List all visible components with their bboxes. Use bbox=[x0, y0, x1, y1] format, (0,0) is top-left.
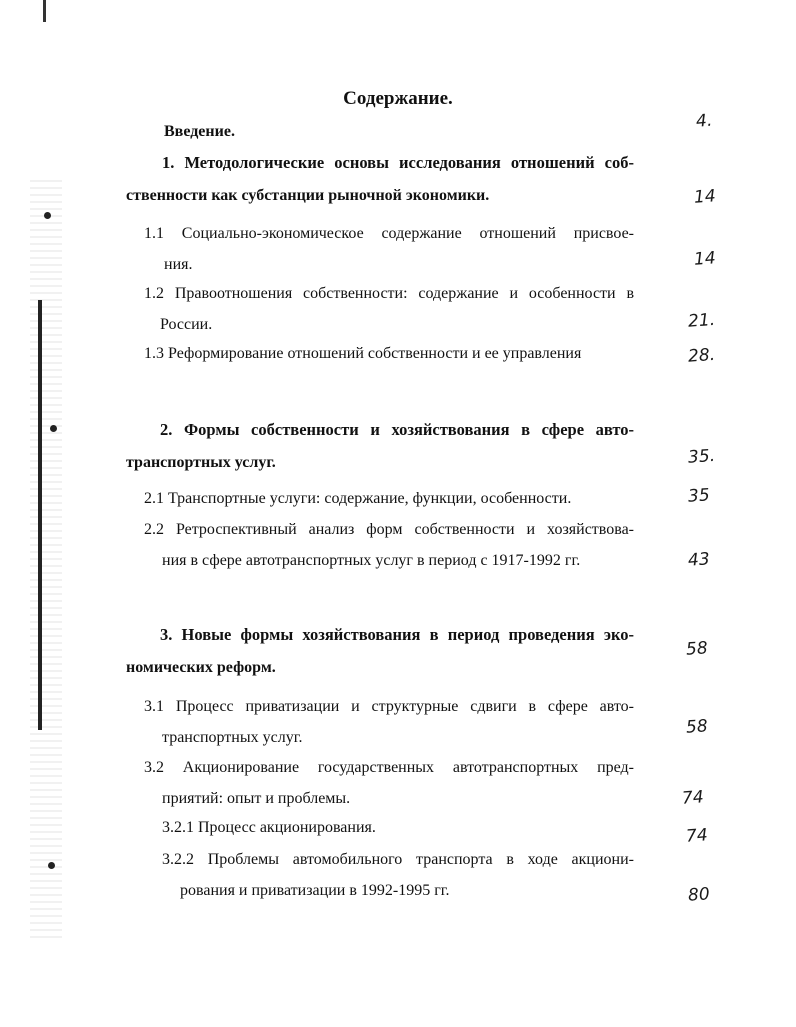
toc-section-3-2-1: 3.2.1 Процесс акционирования. bbox=[162, 819, 376, 836]
toc-section-2-2-line-2: ния в сфере автотранспортных услуг в период с 1917-1992 гг. bbox=[162, 552, 581, 569]
page-number: 58 bbox=[685, 638, 709, 660]
page-number: 35 bbox=[687, 485, 711, 507]
toc-section-1-2-line-1: 1.2 Правоотношения собственности: содержание и особенности в bbox=[144, 285, 634, 302]
toc-introduction: Введение. bbox=[164, 123, 235, 140]
page-number: 58 bbox=[685, 716, 709, 738]
toc-chapter-2-line-1: 2. Формы собственности и хозяйствования в сфере авто- bbox=[160, 420, 634, 439]
toc-section-1-1-line-2: ния. bbox=[164, 256, 193, 273]
scan-dot bbox=[48, 862, 55, 869]
toc-section-3-2-2-line-1: 3.2.2 Проблемы автомобильного транспорта в ходе акциони- bbox=[162, 851, 634, 868]
toc-section-3-2-2-line-2: рования и приватизации в 1992-1995 гг. bbox=[180, 882, 450, 899]
scan-dot bbox=[50, 425, 57, 432]
page-number: 35. bbox=[687, 445, 716, 468]
toc-section-1-3: 1.3 Реформирование отношений собственности и ее управления bbox=[144, 345, 582, 362]
scan-dot bbox=[44, 212, 51, 219]
scan-mark bbox=[43, 0, 46, 22]
toc-section-1-2-line-2: России. bbox=[160, 316, 213, 333]
page-number: 14 bbox=[693, 186, 717, 208]
page-number: 74 bbox=[685, 825, 709, 847]
toc-section-3-2-line-1: 3.2 Акционирование государственных автотранспортных пред- bbox=[144, 759, 634, 776]
toc-section-2-1: 2.1 Транспортные услуги: содержание, функции, особенности. bbox=[144, 490, 572, 507]
toc-title: Содержание. bbox=[343, 88, 453, 109]
page-number: 28. bbox=[687, 344, 716, 367]
scan-edge-noise bbox=[30, 180, 62, 940]
toc-chapter-1-line-2: ственности как субстанции рыночной экономики. bbox=[126, 187, 490, 204]
toc-chapter-3-line-1: 3. Новые формы хозяйствования в период проведения эко- bbox=[160, 625, 634, 644]
toc-section-3-1-line-1: 3.1 Процесс приватизации и структурные сдвиги в сфере авто- bbox=[144, 698, 634, 715]
page-number: 21. bbox=[687, 309, 716, 332]
toc-chapter-2-line-2: транспортных услуг. bbox=[126, 454, 276, 471]
toc-section-2-2-line-1: 2.2 Ретроспективный анализ форм собственности и хозяйствова- bbox=[144, 521, 634, 538]
page-number: 43 bbox=[687, 549, 711, 571]
page-number: 74 bbox=[681, 787, 705, 809]
toc-section-3-2-line-2: приятий: опыт и проблемы. bbox=[162, 790, 351, 807]
page-number: 4. bbox=[695, 110, 713, 132]
scan-edge-bar bbox=[38, 300, 42, 730]
toc-chapter-1-line-1: 1. Методологические основы исследования отношений соб- bbox=[162, 153, 634, 172]
toc-chapter-3-line-2: номических реформ. bbox=[126, 659, 276, 676]
toc-section-1-1-line-1: 1.1 Социально-экономическое содержание отношений присвое- bbox=[144, 225, 634, 242]
toc-section-3-1-line-2: транспортных услуг. bbox=[162, 729, 303, 746]
page-number: 80 bbox=[687, 884, 711, 906]
page-number: 14 bbox=[693, 248, 717, 270]
